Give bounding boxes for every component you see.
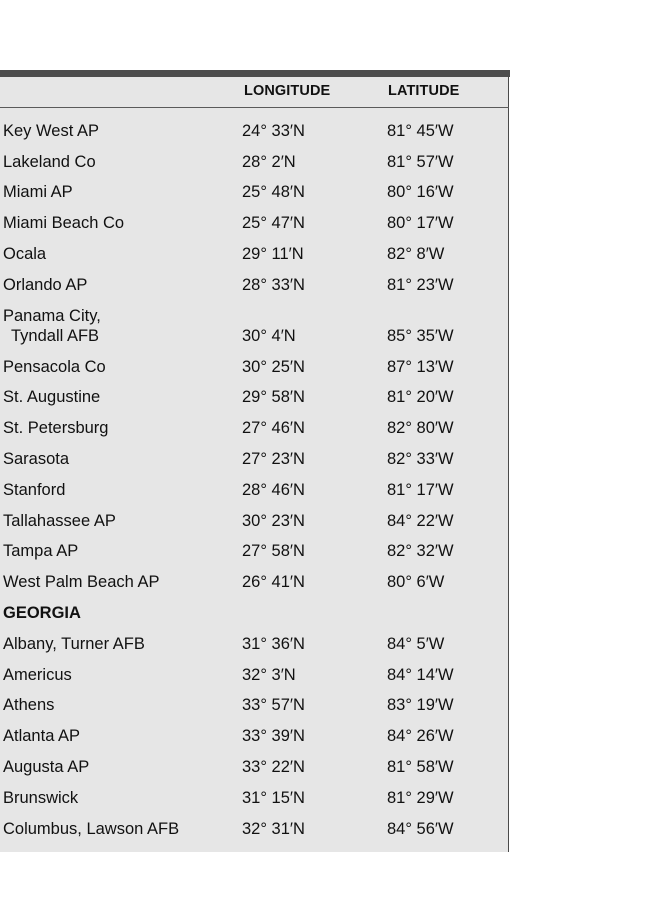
location-name-line: St. Petersburg bbox=[3, 419, 109, 438]
location-name-line: Stanford bbox=[3, 480, 66, 499]
longitude-value: 25° 48′N bbox=[242, 183, 305, 202]
longitude-value: 28° 33′N bbox=[242, 275, 305, 294]
latitude-value: 81° 58′W bbox=[387, 757, 454, 776]
location-name bbox=[3, 387, 100, 407]
longitude-value: 29° 11′N bbox=[242, 244, 304, 263]
table-row bbox=[0, 475, 509, 506]
latitude-value: 81° 45′W bbox=[387, 121, 454, 140]
latitude-value: 84° 56′W bbox=[387, 819, 454, 838]
location-name bbox=[3, 541, 78, 561]
longitude-value: 27° 23′N bbox=[242, 449, 305, 468]
location-name-line: Ocala bbox=[3, 244, 47, 263]
table-row bbox=[0, 629, 509, 660]
location-name bbox=[3, 449, 69, 469]
table-row bbox=[0, 783, 509, 814]
location-name bbox=[3, 726, 80, 746]
location-name bbox=[3, 357, 106, 377]
longitude-value: 33° 39′N bbox=[242, 727, 305, 746]
latitude-value: 84° 22′W bbox=[387, 511, 454, 530]
location-name-line: Tallahassee AP bbox=[3, 511, 116, 530]
section-heading-row bbox=[0, 598, 509, 629]
longitude-value: 32° 3′N bbox=[242, 665, 296, 684]
table-row bbox=[0, 444, 509, 475]
location-name-line: Atlanta AP bbox=[3, 727, 81, 746]
longitude-value: 24° 33′N bbox=[242, 121, 305, 140]
longitude-column-header: LONGITUDE bbox=[244, 83, 331, 99]
table-row bbox=[0, 352, 509, 383]
location-name bbox=[3, 757, 89, 777]
table-row bbox=[0, 691, 509, 722]
longitude-value: 30° 4′N bbox=[242, 326, 296, 345]
location-name-line: Augusta AP bbox=[3, 757, 90, 776]
table-row bbox=[0, 178, 509, 209]
location-name bbox=[3, 511, 116, 531]
latitude-value: 80° 6′W bbox=[387, 573, 445, 592]
location-name-line: Sarasota bbox=[3, 449, 70, 468]
longitude-value: 30° 25′N bbox=[242, 357, 305, 376]
longitude-value: 33° 57′N bbox=[242, 696, 305, 715]
latitude-value: 82° 33′W bbox=[387, 449, 454, 468]
location-name bbox=[3, 418, 108, 438]
location-name-line: West Palm Beach AP bbox=[3, 573, 160, 592]
location-name bbox=[3, 480, 65, 500]
location-name-line: Pensacola Co bbox=[3, 357, 106, 376]
table-top-rule bbox=[0, 70, 510, 77]
location-name bbox=[3, 788, 78, 808]
latitude-value: 81° 23′W bbox=[387, 275, 454, 294]
table-row bbox=[0, 537, 509, 568]
latitude-value: 81° 29′W bbox=[387, 788, 454, 807]
location-name-line: St. Augustine bbox=[3, 388, 101, 407]
longitude-value: 31° 15′N bbox=[242, 788, 305, 807]
latitude-value: 82° 80′W bbox=[387, 419, 454, 438]
latitude-column-header: LATITUDE bbox=[388, 83, 460, 99]
longitude-value: 28° 2′N bbox=[242, 152, 296, 171]
latitude-value: 87° 13′W bbox=[387, 357, 454, 376]
latitude-value: 83° 19′W bbox=[387, 696, 454, 715]
location-name-line: Miami Beach Co bbox=[3, 214, 125, 233]
longitude-value: 28° 46′N bbox=[242, 480, 305, 499]
coordinates-table bbox=[0, 70, 509, 852]
table-row bbox=[0, 567, 509, 598]
table-row bbox=[0, 301, 509, 352]
section-heading bbox=[3, 603, 81, 623]
location-name-line: Panama City, bbox=[3, 306, 101, 325]
latitude-value: 82° 8′W bbox=[387, 244, 445, 263]
location-name bbox=[3, 634, 145, 654]
table-row bbox=[0, 147, 509, 178]
latitude-value: 81° 20′W bbox=[387, 388, 454, 407]
longitude-value: 33° 22′N bbox=[242, 757, 305, 776]
location-name-line: Americus bbox=[3, 665, 72, 684]
latitude-value: 84° 14′W bbox=[387, 665, 454, 684]
location-name-line: Brunswick bbox=[3, 788, 79, 807]
location-name bbox=[3, 572, 160, 592]
table-row bbox=[0, 752, 509, 783]
longitude-value: 30° 23′N bbox=[242, 511, 305, 530]
longitude-value: 27° 58′N bbox=[242, 542, 305, 561]
latitude-value: 81° 57′W bbox=[387, 152, 454, 171]
location-name-line: Albany, Turner AFB bbox=[3, 634, 145, 653]
latitude-value: 84° 5′W bbox=[387, 634, 445, 653]
longitude-value: 31° 36′N bbox=[242, 634, 305, 653]
latitude-value: 85° 35′W bbox=[387, 326, 454, 345]
location-name-line: Athens bbox=[3, 696, 55, 715]
table-row bbox=[0, 383, 509, 414]
longitude-value: 29° 58′N bbox=[242, 388, 305, 407]
table-body bbox=[0, 116, 509, 845]
table-row bbox=[0, 506, 509, 537]
latitude-value: 80° 17′W bbox=[387, 214, 454, 233]
table-header bbox=[0, 77, 509, 108]
table-row bbox=[0, 239, 509, 270]
table-row bbox=[0, 270, 509, 301]
table-row bbox=[0, 208, 509, 239]
table-row bbox=[0, 413, 509, 444]
location-name-line: Lakeland Co bbox=[3, 152, 96, 171]
location-name bbox=[3, 819, 179, 839]
location-name bbox=[3, 275, 87, 295]
location-name-line: Tampa AP bbox=[3, 542, 79, 561]
table-row bbox=[0, 660, 509, 691]
longitude-value: 26° 41′N bbox=[242, 573, 305, 592]
location-name bbox=[3, 182, 73, 202]
longitude-value: 27° 46′N bbox=[242, 419, 305, 438]
location-name-line: Miami AP bbox=[3, 183, 73, 202]
location-name bbox=[3, 665, 72, 685]
location-name bbox=[3, 306, 101, 346]
location-name bbox=[3, 695, 54, 715]
location-name-line: GEORGIA bbox=[3, 603, 81, 622]
latitude-value: 80° 16′W bbox=[387, 183, 454, 202]
location-name bbox=[3, 213, 124, 233]
location-name bbox=[3, 121, 99, 141]
latitude-value: 81° 17′W bbox=[387, 480, 454, 499]
location-name bbox=[3, 152, 96, 172]
latitude-value: 84° 26′W bbox=[387, 727, 454, 746]
table-row bbox=[0, 116, 509, 147]
location-name-line: Columbus, Lawson AFB bbox=[3, 819, 180, 838]
location-name-line: Key West AP bbox=[3, 121, 99, 140]
table-row bbox=[0, 814, 509, 845]
table-row bbox=[0, 721, 509, 752]
longitude-value: 25° 47′N bbox=[242, 214, 305, 233]
location-name-line-2: Tyndall AFB bbox=[11, 326, 100, 345]
location-name bbox=[3, 244, 46, 264]
latitude-value: 82° 32′W bbox=[387, 542, 454, 561]
longitude-value: 32° 31′N bbox=[242, 819, 305, 838]
location-name-line: Orlando AP bbox=[3, 275, 88, 294]
